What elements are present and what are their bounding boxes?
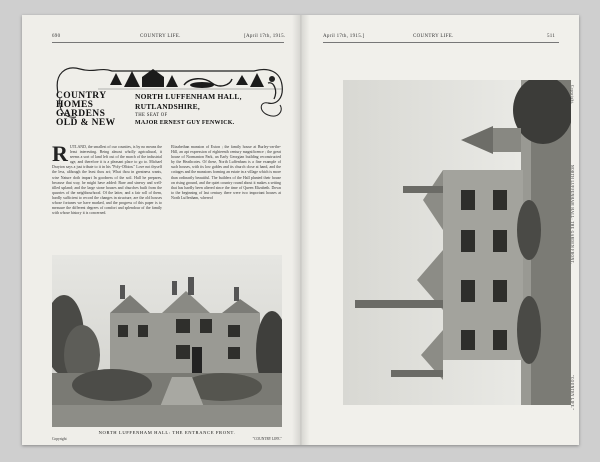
drop-cap: R bbox=[52, 145, 68, 166]
left-page bbox=[22, 15, 300, 445]
photo-caption: NORTH LUFFENHAM HALL: THE ENTRANCE FRONT. bbox=[98, 430, 236, 435]
side-copyright-label: Copyright. bbox=[570, 85, 574, 105]
side-credit-label: "COUNTRY LIFE." bbox=[570, 375, 574, 411]
magazine-spread bbox=[22, 15, 579, 445]
seat-of-label: THE SEAT OF bbox=[135, 113, 168, 118]
entrance-front-photo bbox=[52, 255, 282, 427]
series-line-4: OLD & NEW bbox=[56, 118, 116, 128]
owner-name: MAJOR ERNEST GUY FENWICK. bbox=[135, 120, 235, 126]
series-line-1: COUNTRY bbox=[56, 91, 107, 101]
header-rule-right bbox=[323, 42, 559, 43]
left-page-number: 690 bbox=[52, 34, 61, 39]
article-text bbox=[52, 145, 282, 251]
text-column-2 bbox=[171, 145, 281, 251]
right-running-title: COUNTRY LIFE. bbox=[413, 34, 454, 39]
right-page bbox=[301, 15, 579, 445]
column-2-text: Elizabethan mansion of Exton ; the family house at Burley-on-the-Hill, an apt expression of eighteenth century magnificence ; the great house of Normanton Park, an Early Georgian building reconstructed by the Heathcotes. Of these, North Luffenham is a fine example of such houses, with its low gables and its church close at hand, and the cottages and the mansions forming an estate in a village which is more than ordinarily beautiful. The builders of the Hall planted their house on rising ground, and the quiet country round about it makes a setting that has hardly been altered since the time of Queen Elizabeth. Down to the beginning of last century there were two important houses at North Luffenham, whereof bbox=[171, 145, 281, 200]
series-line-2: HOMES bbox=[56, 100, 94, 110]
left-running-title: COUNTRY LIFE. bbox=[140, 34, 181, 39]
right-running-date: April 17th, 1915.] bbox=[323, 34, 365, 39]
photo-credit-right: "COUNTRY LIFE." bbox=[252, 437, 282, 441]
right-page-number: 511 bbox=[547, 34, 556, 39]
series-line-3: GARDENS bbox=[56, 109, 106, 119]
photo-caption-row bbox=[52, 430, 282, 441]
masthead bbox=[54, 63, 286, 141]
header-rule bbox=[52, 42, 284, 43]
article-title-line-1: NORTH LUFFENHAM HALL, bbox=[135, 92, 242, 101]
garden-front-photo bbox=[343, 80, 571, 405]
article-title-line-2: RUTLANDSHIRE, bbox=[135, 102, 200, 111]
text-column-1 bbox=[52, 145, 162, 251]
side-caption-label: NORTH LUFFENHAM HALL: THE GARDEN FRONT. bbox=[570, 165, 574, 265]
photo-credit-left: Copyright bbox=[52, 437, 67, 441]
column-1-text: UTLAND, the smallest of our counties, is by no means the least interesting. Being almost wholly agricultural, it seems a sort of land left out of the march of the industrial age, and therefore it is a pleasant place to go to. Michael Drayton says a just tribute to it in his "Poly-Olbion." Love not thyself the less, although the least thou art; What thou in greatness wants, wise Nature doth impart In goodness of the soil. Hall he prepares, because that way, he might have added: Bare and sinewy and well-tilled upland; and the large stone houses and churches built from the quarries of the neighbourhood. Of the latter, and a fair roll of them, hardly sufficient to record the changes in structure, are the old houses whose fortunes we have marked, and the progress of this paper is to measure the different degrees of comfort and splendour of the family with whose history it is concerned. bbox=[52, 145, 162, 216]
left-running-date: [April 17th, 1915. bbox=[244, 34, 286, 39]
